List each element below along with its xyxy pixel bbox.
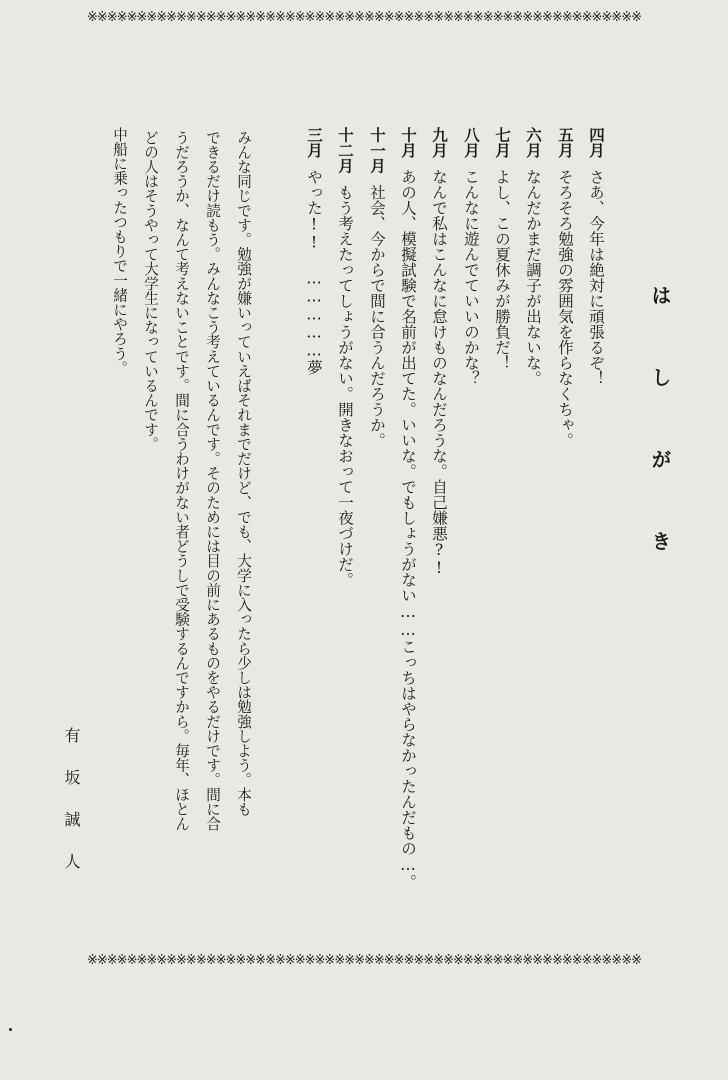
- stray-mark: [9, 1028, 12, 1031]
- diary-entry: [494, 127, 511, 371]
- diary-entry: [588, 127, 605, 386]
- diary-month: 四月: [587, 127, 606, 158]
- diary-text: こんなに遊んでていいのかな？: [462, 169, 480, 386]
- diary-entry: [400, 127, 417, 890]
- diary-month: 六月: [524, 127, 543, 158]
- paragraph-line: できるだけ読もう。みんなこう考えているんです。そのためには目の前にあるものをやるだけです。間に合: [204, 130, 221, 831]
- diary-month: 五月: [556, 127, 575, 158]
- top-ornamental-border: ※※※※※※※※※※※※※※※※※※※※※※※※※※※※※※※※※※※※※※※※※※※※※※※※※※※※※※※※: [87, 10, 641, 25]
- diary-entry: [557, 127, 574, 448]
- diary-text: やった!! ……………夢: [305, 169, 323, 375]
- diary-month: 八月: [462, 127, 481, 158]
- diary-text: あの人、模擬試験で名前が出てた。いいな。でもしょうがない……こっちはやらなかったんだもの…。: [399, 169, 417, 890]
- diary-text: なんで私はこんなに怠けものなんだろうな。自己嫌悪?!: [430, 169, 448, 577]
- bottom-ornamental-border: ※※※※※※※※※※※※※※※※※※※※※※※※※※※※※※※※※※※※※※※※※※※※※※※※※※※※※※※※: [87, 953, 641, 968]
- diary-text: もう考えたってしょうがない。開きなおって一夜づけだ。: [336, 184, 354, 588]
- paragraph-line: うだろうか、なんて考えないことです。間に合うわけがない者どうしで受験するんですから。毎年、ほとん: [173, 130, 190, 831]
- diary-text: よし、この夏休みが勝負だ！: [493, 169, 511, 371]
- diary-entry: [525, 127, 542, 386]
- diary-month: 七月: [493, 127, 512, 158]
- diary-entry: [306, 127, 323, 375]
- author-signature: 有坂誠人: [62, 727, 81, 895]
- diary-month: 十一月: [368, 127, 387, 174]
- paragraph-line: みんな同じです。勉強が嫌いっていえばそれまでだけど、でも、大学に入ったら少しは勉強しよう。本も: [235, 130, 252, 817]
- diary-entry: [463, 127, 480, 386]
- diary-month: 九月: [430, 127, 449, 158]
- paragraph-line: どの人はそうやって大学生になっているんです。: [142, 130, 159, 452]
- diary-month: 十月: [399, 127, 418, 158]
- diary-text: さあ、今年は絶対に頑張るぞ！: [587, 169, 605, 386]
- diary-month: 十二月: [336, 127, 355, 174]
- diary-month: 三月: [305, 127, 324, 158]
- diary-entry: [431, 127, 448, 577]
- diary-text: 社会、今からで間に合うんだろうか。: [368, 184, 386, 448]
- diary-text: そろそろ勉強の雰囲気を作らなくちゃ。: [556, 169, 574, 448]
- diary-entry: [337, 127, 354, 588]
- diary-text: なんだかまだ調子が出ないな。: [524, 169, 542, 386]
- page-title: はしがき: [648, 285, 672, 613]
- paragraph-line: 中船に乗ったつもりで一緒にやろう。: [111, 127, 128, 376]
- diary-entry: [369, 127, 386, 448]
